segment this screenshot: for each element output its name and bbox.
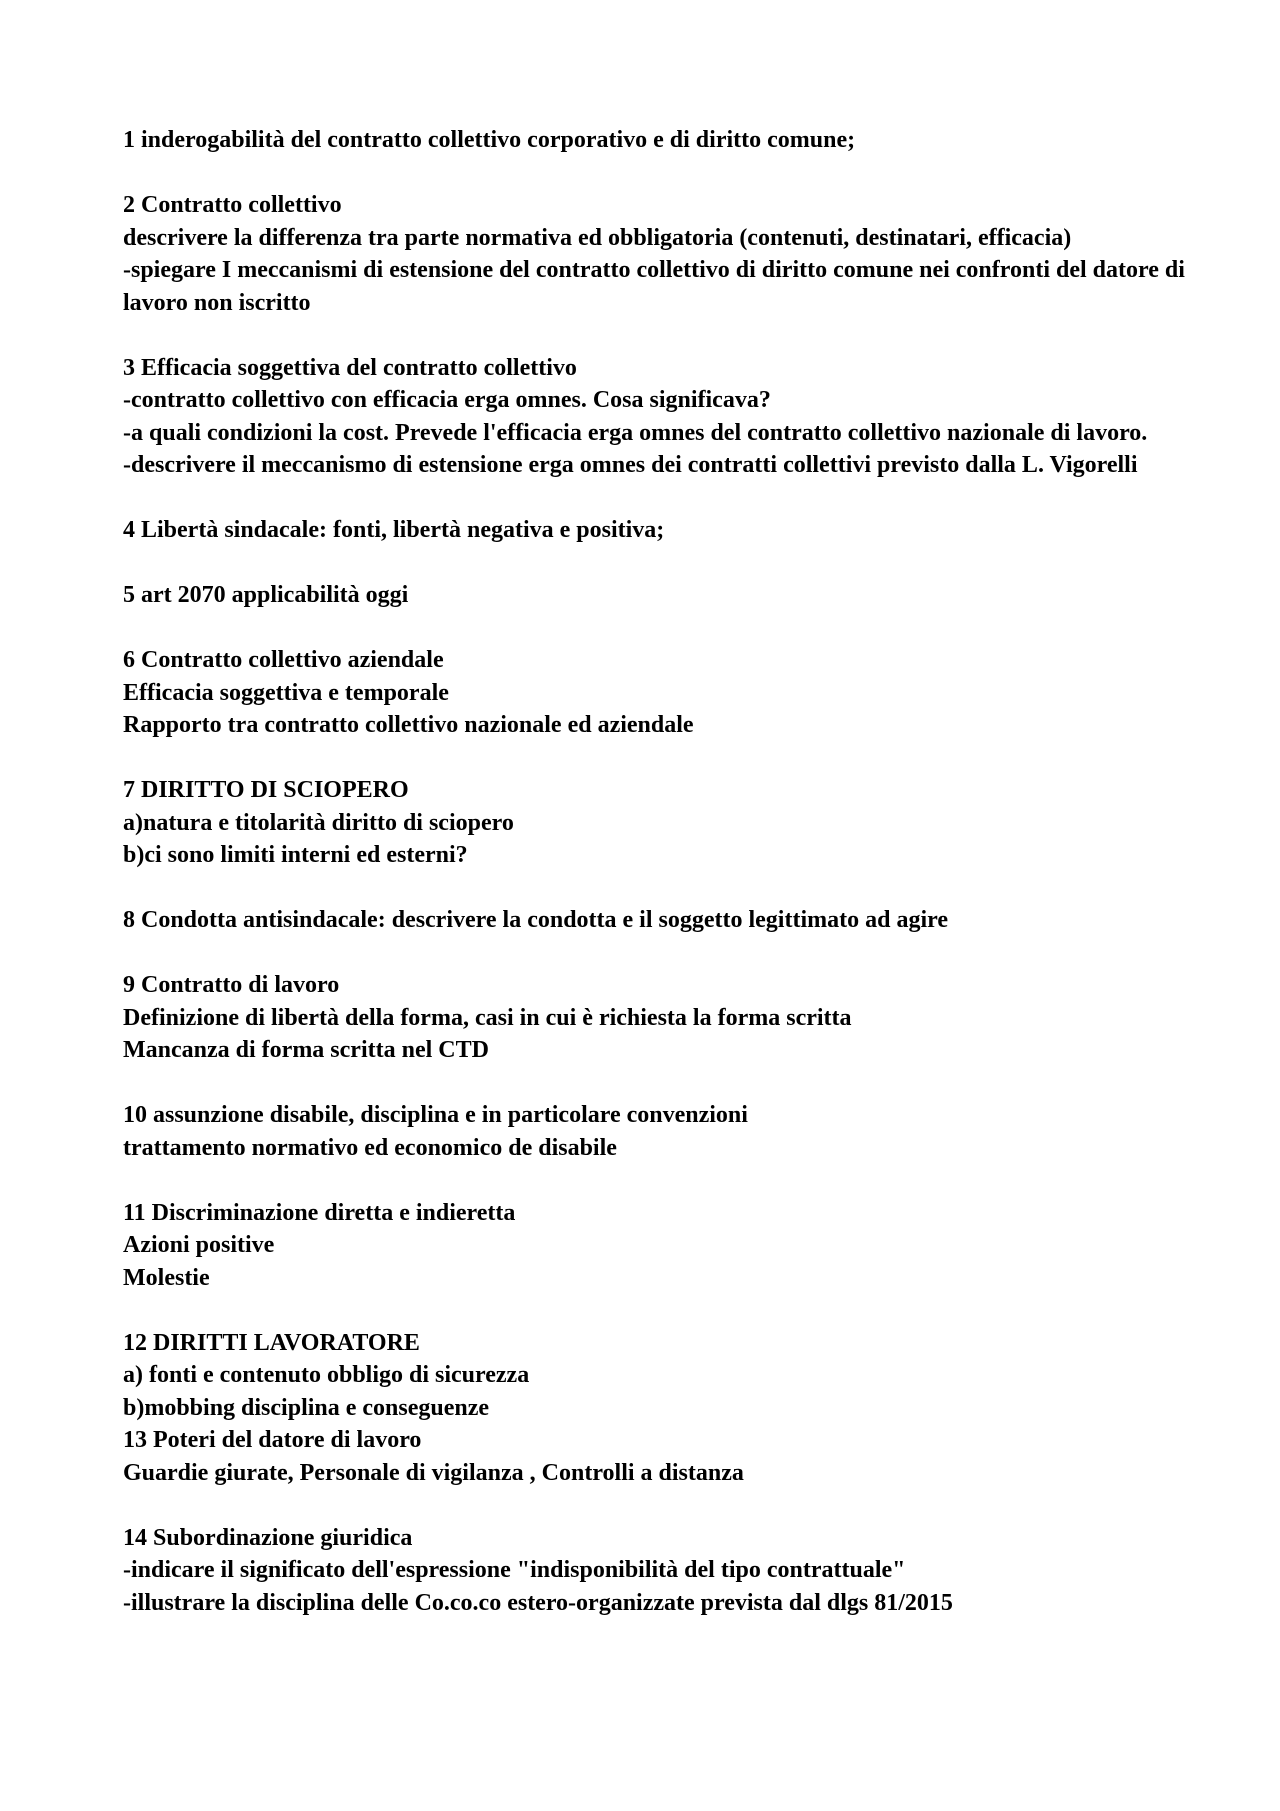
question-6 <box>123 644 1203 742</box>
question-9 <box>123 969 1203 1067</box>
question-1-line-1: 1 inderogabilità del contratto collettivo corporativo e di diritto comune; <box>123 127 856 153</box>
question-9-line-3: Mancanza di forma scritta nel CTD <box>123 1037 489 1063</box>
question-3-line-4: -descrivere il meccanismo di estensione erga omnes dei contratti collettivi previsto dalla L. Vigorelli <box>123 452 1138 478</box>
question-3 <box>123 352 1203 482</box>
question-12-title: 12 DIRITTI LAVORATORE <box>123 1329 420 1356</box>
question-5 <box>123 579 1203 612</box>
question-2-line-2: descrivere la differenza tra parte normativa ed obbligatoria (contenuti, destinatari, efficacia) <box>123 224 1072 251</box>
question-3-line-2: -contratto collettivo con efficacia erga omnes. Cosa significava? <box>123 387 771 413</box>
question-10-line-2: trattamento normativo ed economico de disabile <box>123 1134 617 1161</box>
question-5-line-1: 5 art 2070 applicabilità oggi <box>123 582 409 608</box>
document-page <box>123 124 1203 1619</box>
question-1 <box>123 124 1203 157</box>
question-11-line-3: Molestie <box>123 1264 210 1291</box>
question-12-line-2: a) fonti e contenuto obbligo di sicurezza <box>123 1362 530 1388</box>
question-13-line-2: Guardie giurate, Personale di vigilanza , Controlli a distanza <box>123 1459 744 1486</box>
question-2-title: 2 Contratto collettivo <box>123 192 342 218</box>
question-2-line-3: -spiegare I meccanismi di estensione del contratto collettivo di diritto comune nei confronti del datore di lavoro non iscritto <box>123 257 1185 316</box>
question-12-13 <box>123 1327 1203 1490</box>
question-7-line-3: b)ci sono limiti interni ed esterni? <box>123 842 468 868</box>
question-7 <box>123 774 1203 872</box>
question-9-line-2: Definizione di libertà della forma, casi in cui è richiesta la forma scritta <box>123 1004 852 1031</box>
question-6-title: 6 Contratto collettivo aziendale <box>123 647 444 673</box>
question-12-line-3: b)mobbing disciplina e conseguenze <box>123 1394 490 1421</box>
question-8-line-1: 8 Condotta antisindacale: descrivere la condotta e il soggetto legittimato ad agire <box>123 907 948 933</box>
question-14-title: 14 Subordinazione giuridica <box>123 1524 413 1551</box>
question-13-title: 13 Poteri del datore di lavoro <box>123 1427 422 1453</box>
question-4-line-1: 4 Libertà sindacale: fonti, libertà negativa e positiva; <box>123 517 665 543</box>
question-4 <box>123 514 1203 547</box>
question-6-line-2: Efficacia soggettiva e temporale <box>123 679 449 706</box>
question-6-line-3: Rapporto tra contratto collettivo nazionale ed aziendale <box>123 712 694 738</box>
question-14 <box>123 1522 1203 1620</box>
question-11-title: 11 Discriminazione diretta e indieretta <box>123 1199 516 1226</box>
question-7-title: 7 DIRITTO DI SCIOPERO <box>123 777 409 803</box>
question-3-title: 3 Efficacia soggettiva del contratto collettivo <box>123 354 577 381</box>
question-7-line-2: a)natura e titolarità diritto di sciopero <box>123 809 514 836</box>
question-3-line-3: -a quali condizioni la cost. Prevede l'efficacia erga omnes del contratto collettivo nazionale di lavoro. <box>123 419 1148 446</box>
question-8 <box>123 904 1203 937</box>
question-11 <box>123 1197 1203 1295</box>
question-9-title: 9 Contratto di lavoro <box>123 972 340 998</box>
question-2 <box>123 189 1203 319</box>
question-10-title: 10 assunzione disabile, disciplina e in particolare convenzioni <box>123 1102 748 1128</box>
question-14-line-2: -indicare il significato dell'espressione "indisponibilità del tipo contrattuale" <box>123 1557 906 1583</box>
question-10 <box>123 1099 1203 1164</box>
question-14-line-3: -illustrare la disciplina delle Co.co.co estero-organizzate prevista dal dlgs 81/2015 <box>123 1589 953 1616</box>
question-11-line-2: Azioni positive <box>123 1232 275 1258</box>
